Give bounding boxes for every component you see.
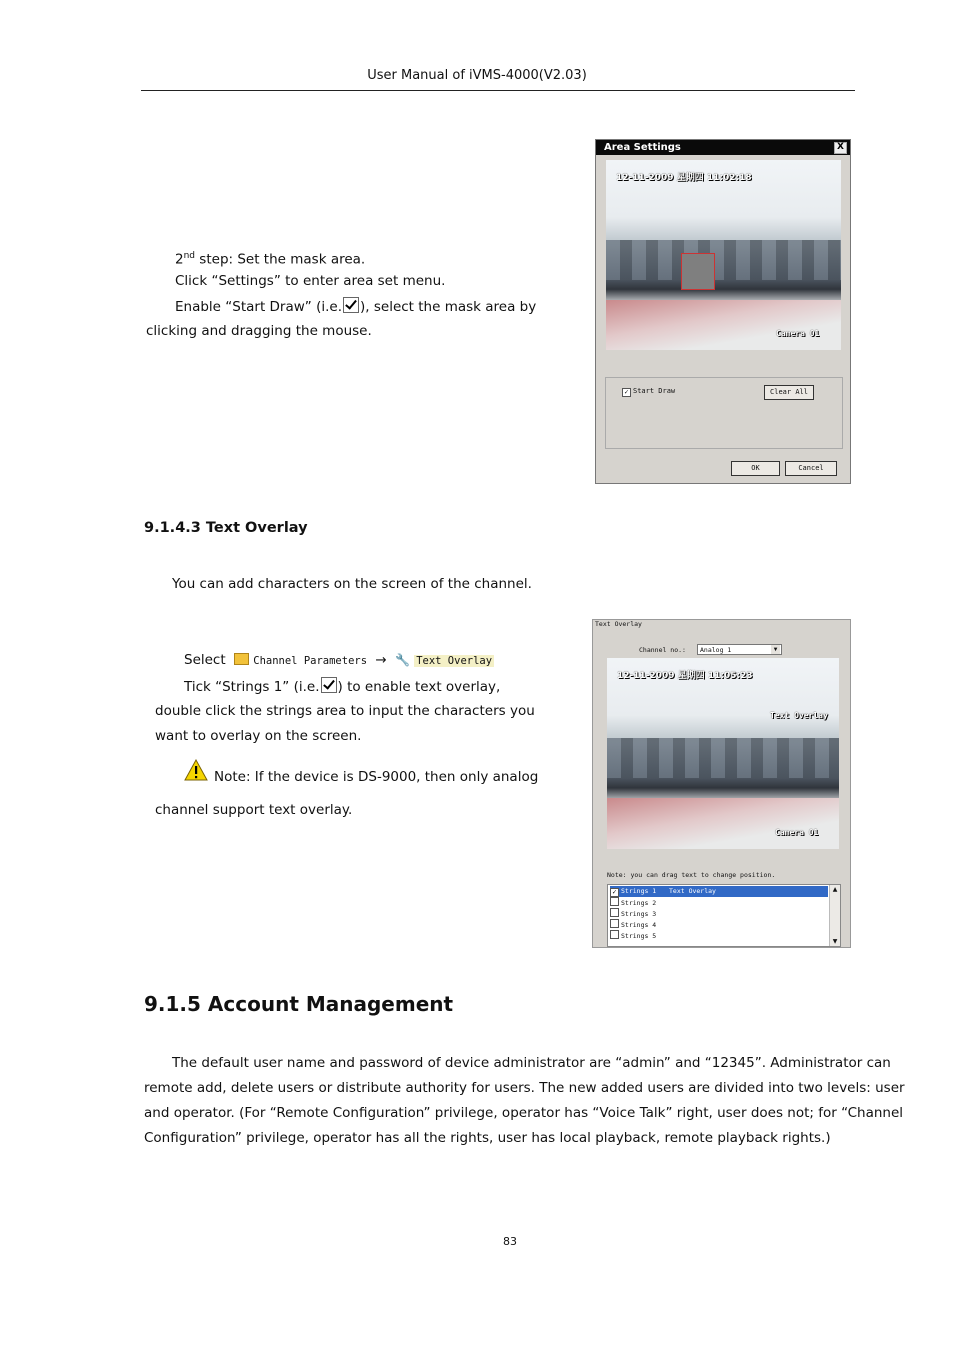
checkbox-icon: ✓	[622, 388, 631, 397]
channel-select[interactable]: Analog 1 ▼	[697, 644, 782, 655]
video-preview[interactable]	[606, 160, 841, 350]
step2-line2: Click “Settings” to enter area set menu.	[175, 273, 446, 289]
strings-list[interactable]	[607, 884, 841, 947]
account-para-line2: remote add, delete users or distribute authority for users. The new added users are divided into two levels: user	[144, 1080, 905, 1096]
dialog-title-bar	[596, 140, 850, 155]
list-item[interactable]: Strings 4	[610, 919, 825, 930]
list-item[interactable]: Strings 5	[610, 930, 825, 941]
step2-line1: 2nd step: Set the mask area.	[175, 251, 366, 268]
close-icon[interactable]: X	[834, 142, 847, 154]
camera-label: Camera 01	[776, 329, 820, 338]
note-line2: channel support text overlay.	[155, 802, 353, 818]
video-timestamp: 12-11-2009 星期四 11:02:18	[616, 173, 752, 183]
account-para-line4: Configuration” privilege, operator has all the rights, user has local playback, remote playback rights.)	[144, 1130, 831, 1146]
section-heading-account: 9.1.5 Account Management	[144, 992, 454, 1016]
scrollbar[interactable]	[829, 885, 840, 946]
checkbox-icon[interactable]: ✓	[610, 888, 619, 897]
page-header: User Manual of iVMS-4000(V2.03)	[367, 68, 587, 83]
chevron-down-icon[interactable]: ▼	[771, 645, 780, 654]
menu-text-overlay[interactable]: Text Overlay	[416, 655, 493, 667]
overlay-text[interactable]: Text Overlay	[770, 711, 828, 720]
ok-button[interactable]: OK	[731, 461, 780, 476]
header-rule	[141, 90, 855, 91]
draw-group	[605, 377, 843, 449]
chevron-up-icon[interactable]: ▲	[832, 886, 838, 893]
overlay-line3: double click the strings area to input the characters you	[155, 703, 535, 719]
text-overlay-intro: You can add characters on the screen of the channel.	[172, 576, 532, 592]
clear-all-button[interactable]: Clear All	[764, 385, 814, 400]
select-path: Select Channel Parameters → 🔧 Text Overlay	[184, 652, 493, 668]
video-preview[interactable]	[607, 658, 839, 849]
checkbox-icon[interactable]	[610, 919, 619, 928]
warning-icon	[184, 759, 208, 785]
mask-area[interactable]	[681, 253, 715, 290]
page-number: 83	[503, 1235, 517, 1248]
dialog-title: Area Settings	[604, 142, 681, 153]
video-timestamp: 12-11-2009 星期四 11:05:23	[617, 671, 753, 681]
checkbox-icon[interactable]	[610, 897, 619, 906]
list-item[interactable]: Strings 3	[610, 908, 825, 919]
chevron-down-icon[interactable]: ▼	[832, 938, 838, 945]
checkbox-icon[interactable]	[610, 930, 619, 939]
list-item[interactable]: Strings 2	[610, 897, 825, 908]
drag-note: Note: you can drag text to change position.	[607, 871, 776, 879]
note-line: Note: If the device is DS-9000, then only analog	[214, 769, 539, 785]
text-overlay-dialog	[592, 619, 851, 948]
checkbox-icon	[343, 297, 359, 313]
account-para-line3: and operator. (For “Remote Configuration” privilege, operator has “Voice Talk” right, user does not; for “Channel	[144, 1105, 904, 1121]
checkbox-icon	[321, 677, 337, 693]
camera-label: Camera 01	[775, 828, 819, 837]
account-para-line1: The default user name and password of device administrator are “admin” and “12345”. Administrator can	[172, 1055, 891, 1071]
cancel-button[interactable]: Cancel	[785, 461, 837, 476]
section-heading-text-overlay: 9.1.4.3 Text Overlay	[144, 520, 308, 536]
area-settings-dialog	[595, 139, 851, 484]
checkbox-icon[interactable]	[610, 908, 619, 917]
channel-label: Channel no.:	[639, 646, 686, 654]
step2-line4: clicking and dragging the mouse.	[146, 323, 372, 339]
folder-icon	[234, 653, 249, 665]
overlay-line4: want to overlay on the screen.	[155, 728, 362, 744]
tick-line: Tick “Strings 1” (i.e. ) to enable text overlay,	[184, 679, 501, 695]
wrench-icon: 🔧	[394, 653, 410, 667]
step2-line3: Enable “Start Draw” (i.e. ), select the mask area by	[175, 299, 537, 315]
dialog-title: Text Overlay	[595, 620, 642, 628]
list-item[interactable]: ✓ Strings 1 Text Overlay	[610, 886, 828, 897]
menu-channel-parameters[interactable]: Channel Parameters	[253, 655, 368, 667]
start-draw-checkbox[interactable]: ✓ Start Draw	[622, 387, 675, 397]
